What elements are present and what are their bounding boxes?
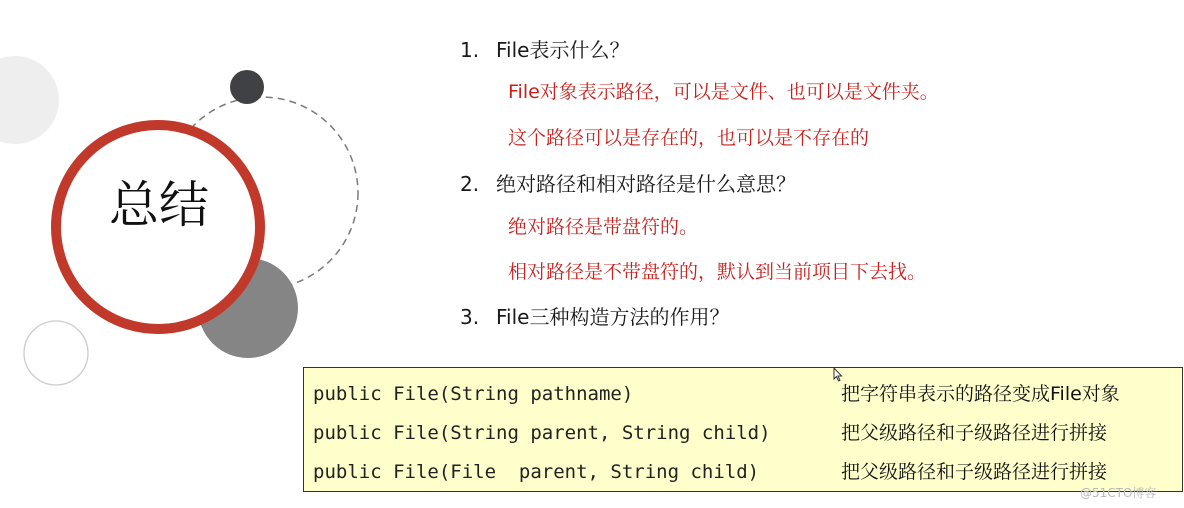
dark-small-circle: [230, 70, 264, 104]
answer-1-line-1: File对象表示路径，可以是文件、也可以是文件夹。: [508, 81, 939, 103]
question-number: 3.: [460, 305, 480, 329]
constructor-row: [304, 453, 1182, 492]
constructor-description: 把字符串表示的路径变成File对象: [841, 383, 1120, 405]
question-number: 1.: [460, 38, 480, 62]
outline-circle: [24, 321, 88, 385]
question-text: File表示什么？: [496, 38, 630, 62]
watermark: @51CTO博客: [1080, 486, 1157, 500]
question-text: 绝对路径和相对路径是什么意思？: [496, 172, 796, 196]
constructor-signature: public File(String pathname): [313, 383, 634, 405]
question-number: 2.: [460, 172, 480, 196]
constructor-description: 把父级路径和子级路径进行拼接: [841, 422, 1108, 444]
mouse-cursor-icon: [833, 367, 843, 383]
question-text: File三种构造方法的作用？: [496, 305, 730, 329]
constructors-table: [303, 367, 1183, 492]
constructor-row: [304, 375, 1182, 414]
constructor-description: 把父级路径和子级路径进行拼接: [841, 461, 1108, 483]
light-gray-circle: [0, 56, 59, 144]
answer-2-line-2: 相对路径是不带盘符的，默认到当前项目下去找。: [508, 261, 927, 283]
constructor-signature: public File(File parent, String child): [313, 461, 760, 483]
question-2: [460, 168, 796, 197]
answer-2-line-1: 绝对路径是带盘符的。: [508, 216, 699, 238]
constructor-signature: public File(String parent, String child): [313, 422, 771, 444]
question-1: [460, 34, 629, 63]
answer-1-line-2: 这个路径可以是存在的，也可以是不存在的: [508, 127, 870, 149]
constructor-row: [304, 414, 1182, 453]
question-3: [460, 301, 729, 330]
summary-title: 总结: [109, 176, 209, 234]
